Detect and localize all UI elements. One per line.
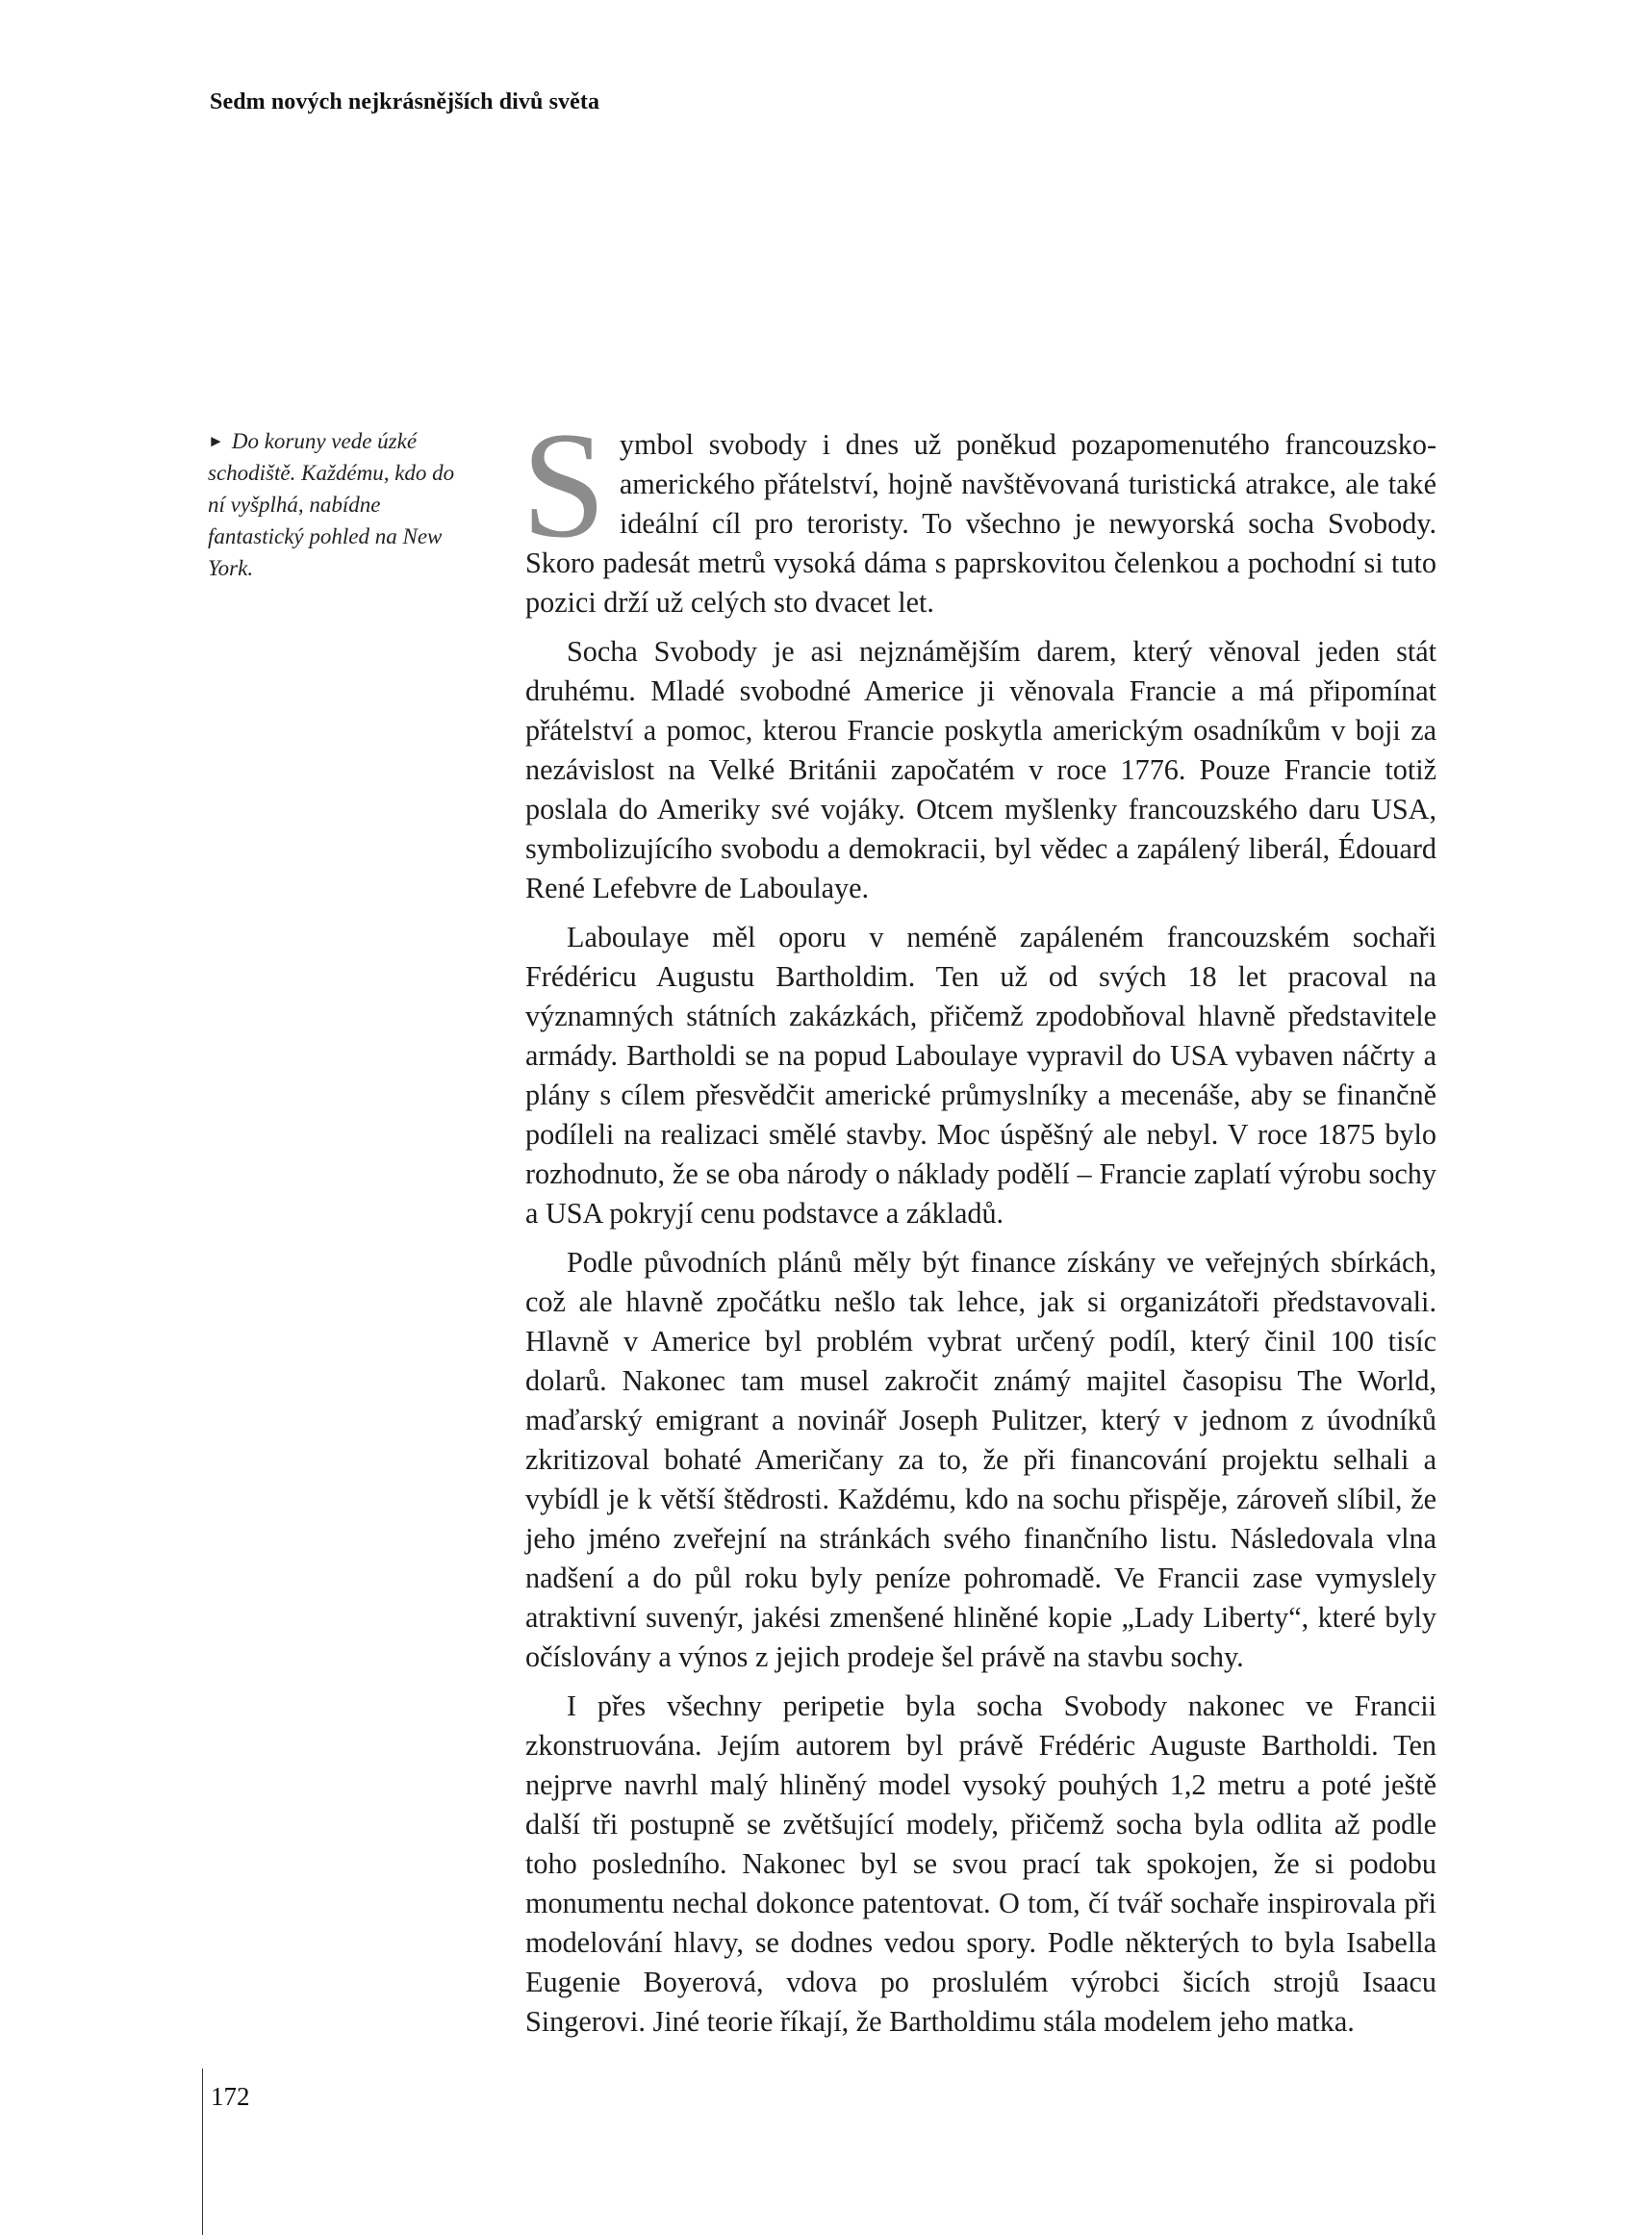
paragraph-1 [521,401,1436,622]
article-body [521,401,1436,2051]
running-head: Sedm nových nejkrásnějších divů světa [210,89,600,114]
paragraph-5: I přes všechny peripetie byla socha Svobody nakonec ve Francii zkonstruována. Jejím autorem byl právě Frédéric Auguste Bartholdi. Ten nejprve navrhl malý hliněný model vysoký pouhých 1,2 metru a poté ještě další tři postupně se zvětšující modely, přičemž socha byla odlita až podle toho posledního. Nakonec byl se svou prací tak spokojen, že si podobu monumentu nechal dokonce patentovat. O tom, čí tvář sochaře inspirovala při modelování hlavy, se dodnes vedou spory. Podle některých to byla Isabella Eugenie Boyerová, vdova po proslulém výrobci šicích strojů Isaacu Singerovi. Jiné teorie říkají, že Bartholdimu stála modelem jeho matka. [525,1689,1436,2038]
drop-cap-letter: S [521,401,606,570]
caption-pointer-icon: ► [208,432,224,450]
paragraph-2: Socha Svobody je asi nejznámějším darem, který věnoval jeden stát druhému. Mladé svobodné Americe ji věnovala Francie a má připomínat přátelství a pomoc, kterou Francie poskytla americkým osadníkům v boji za nezávislost na Velké Británii započatém v roce 1776. Pouze Francie totiž poslala do Ameriky své vojáky. Otcem myšlenky francouzského daru USA, symbolizujícího svobodu a demokracii, byl vědec a zapálený liberál, Édouard René Lefebvre de Laboulaye. [525,635,1436,904]
image-caption [208,425,466,584]
paragraph-3: Laboulaye měl oporu v neméně zapáleném francouzském sochaři Frédéricu Augustu Bartholdim. Ten už od svých 18 let pracoval na významných státních zakázkách, přičemž zpodobňoval hlavně představitele armády. Bartholdi se na popud Laboulaye vypravil do USA vybaven náčrty a plány s cílem přesvědčit americké průmyslníky a mecenáše, aby se finančně podíleli na realizaci smělé stavby. Moc úspěšný ale nebyl. V roce 1875 bylo rozhodnuto, že se oba národy o náklady podělí – Francie zaplatí výrobu sochy a USA pokryjí cenu podstavce a základů. [525,921,1436,1230]
caption-text: Do koruny vede úzké schodiště. Každému, kdo do ní vyšplhá, nabídne fantastický pohled na New York. [208,429,455,580]
page-number: 172 [211,2082,250,2111]
page-number-rule [202,2069,203,2235]
paragraph-4: Podle původních plánů měly být finance získány ve veřejných sbírkách, což ale hlavně zpočátku nešlo tak lehce, jak si organizátoři představovali. Hlavně v Americe byl problém vybrat určený podíl, který činil 100 tisíc dolarů. Nakonec tam musel zakročit známý majitel časopisu The World, maďarský emigrant a novinář Joseph Pulitzer, který v jednom z úvodníků zkritizoval bohaté Američany za to, že při financování projektu selhali a vybídl je k větší štědrosti. Každému, kdo na sochu přispěje, zároveň slíbil, že jeho jméno zveřejní na stránkách svého finančního listu. Následovala vlna nadšení a do půl roku byly peníze pohromadě. Ve Francii zase vymyslely atraktivní suvenýr, jakési zmenšené hliněné kopie „Lady Liberty“, které byly očíslovány a výnos z jejich prodeje šel právě na stavbu sochy. [525,1246,1436,1673]
paragraph-1-text: ymbol svobody i dnes už poněkud pozapomenutého francouzsko-amerického přátelství, hojně navštěvovaná turistická atrakce, ale také ideální cíl pro teroristy. To všechno je newyorská socha Svobody. Skoro padesát metrů vysoká dáma s paprskovitou čelenkou a pochodní si tuto pozici drží už celých sto dvacet let. [525,428,1436,619]
